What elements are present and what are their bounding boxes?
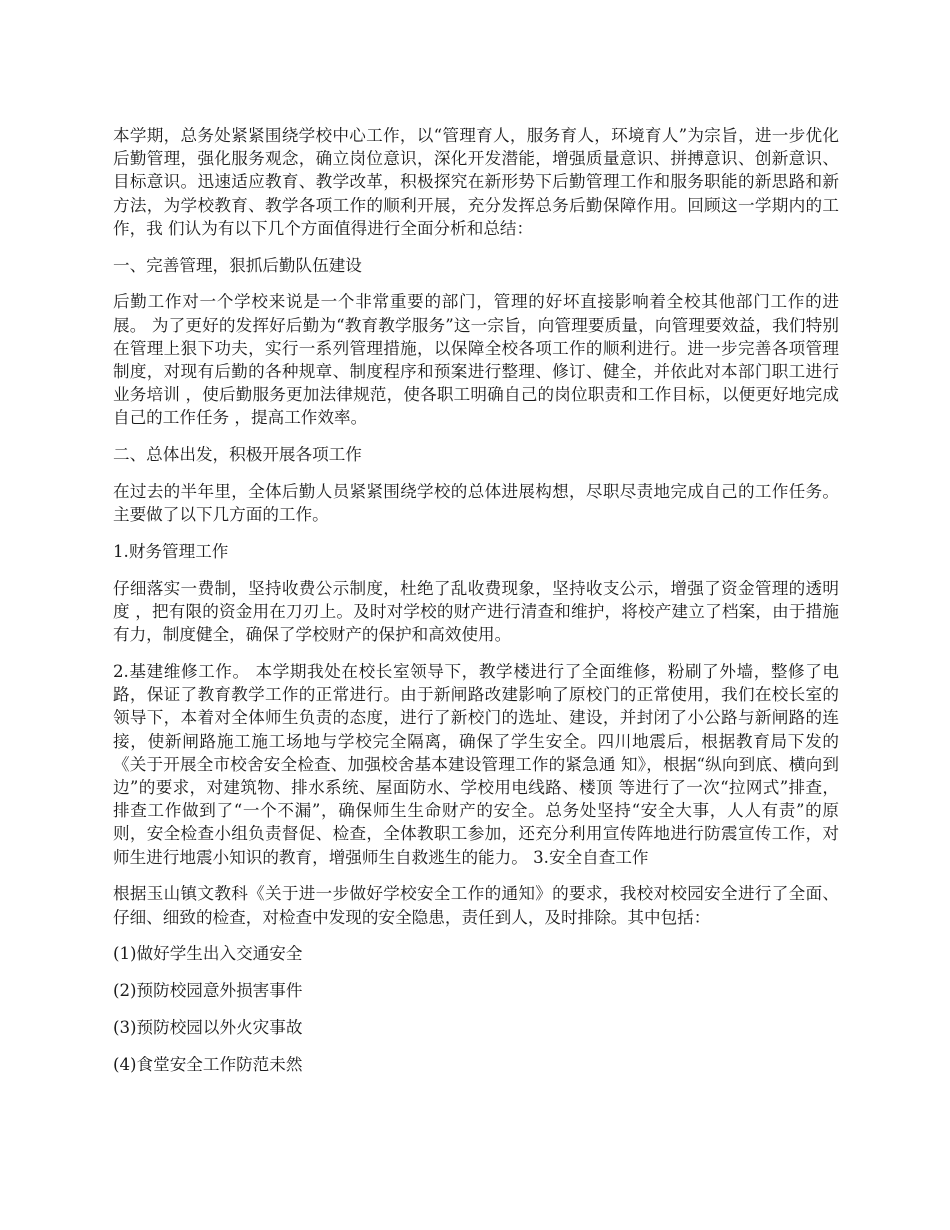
construction-paragraph: 2.基建维修工作。 本学期我处在校长室领导下，教学楼进行了全面维修，粉刷了外墙，整修了电路，保证了教育教学工作的正常进行。由于新闸路改建影响了原校门的正常使用，我们在校长室的领导下，本着对全体师生负责的态度，进行了新校门的选址、建设，并封闭了小公路与新闸路的连接，使新闸路施工施工场地与学校完全隔离，确保了学生安全。四川地震后，根据教育局下发的《关于开展全市校舍安全检查、加强校舍基本建设管理工作的紧急通 知》，根据“纵向到底、横向到边”的要求，对建筑物、排水系统、屋面防水、学校用电线路、楼顶 等进行了一次“拉网式”排查，排查工作做到了“一个不漏”，确保师生生命财产的安全。总务处坚持“安全大事，人人有责”的原则，安全检查小组负责督促、检查，全体教职工参加，还充分利用宣传阵地进行防震宣传工作，对师生进行地震小知识的教育，增强师生自救逃生的能力。 3.安全自查工作 bbox=[113, 662, 839, 867]
section-heading-overall: 二、总体出发，积极开展各项工作 bbox=[113, 445, 362, 465]
document-body bbox=[113, 124, 839, 1090]
list-item: (3)预防校园以外火灾事故 bbox=[113, 1018, 303, 1038]
intro-paragraph: 本学期，总务处紧紧围绕学校中心工作，以“管理育人，服务育人，环境育人”为宗旨，进一步优化后勤管理，强化服务观念，确立岗位意识，深化开发潜能，增强质量意识、拼搏意识、创新意识、目标意识。迅速适应教育、教学改革，积极探究在新形势下后勤管理工作和服务职能的新思路和新方法，为学校教育、教学各项工作的顺利开展，充分发挥总务后勤保障作用。回顾这一学期内的工作，我 们认为有以下几个方面值得进行全面分析和总结： bbox=[113, 126, 839, 238]
section-heading-management: 一、完善管理，狠抓后勤队伍建设 bbox=[113, 255, 362, 275]
list-item: (2)预防校园意外损害事件 bbox=[113, 981, 303, 1001]
list-item: (1)做好学生出入交通安全 bbox=[113, 944, 303, 964]
finance-paragraph: 仔细落实一费制，坚持收费公示制度，杜绝了乱收费现象，坚持收支公示，增强了资金管理的透明度 ，把有限的资金用在刀刃上。及时对学校的财产进行清查和维护，将校产建立了档案，由于措施有力，制度健全，确保了学校财产的保护和高效使用。 bbox=[113, 578, 839, 645]
management-paragraph: 后勤工作对一个学校来说是一个非常重要的部门，管理的好坏直接影响着全校其他部门工作的进展。 为了更好的发挥好后勤为“教育教学服务”这一宗旨，向管理要质量，向管理要效益，我们特别在管理上狠下功夫，实行一系列管理措施，以保障全校各项工作的顺利进行。进一步完善各项管理制度，对现有后勤的各种规章、制度程序和预案进行整理、修订、健全，并依此对本部门职工进行业务培训 ，使后勤服务更加法律规范，使各职工明确自己的岗位职责和工作目标，以便更好地完成自己的工作任务 ，提高工作效率。 bbox=[113, 292, 839, 428]
safety-paragraph: 根据玉山镇文教科《关于进一步做好学校安全工作的通知》的要求，我校对校园安全进行了全面、仔细、细致的检查，对检查中发现的安全隐患，责任到人，及时排除。其中包括： bbox=[113, 884, 839, 927]
subheading-finance: 1.财务管理工作 bbox=[113, 542, 229, 562]
list-item: (4)食堂安全工作防范未然 bbox=[113, 1054, 303, 1074]
overall-paragraph: 在过去的半年里，全体后勤人员紧紧围绕学校的总体进展构想，尽职尽责地完成自己的工作任务。主要做了以下几方面的工作。 bbox=[113, 482, 839, 525]
